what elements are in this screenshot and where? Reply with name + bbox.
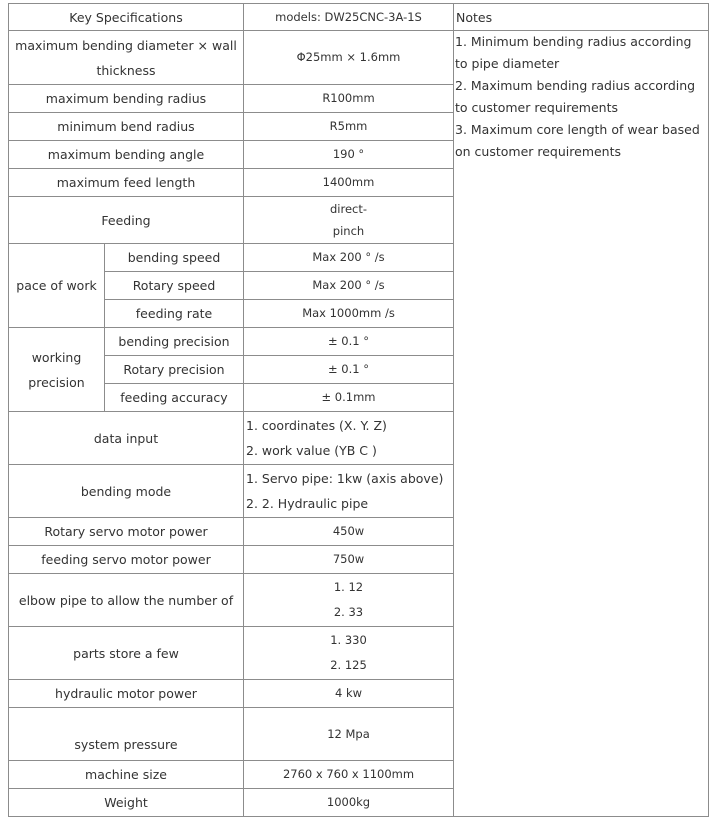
row-value: 190 °: [244, 141, 454, 169]
row-label: Rotary servo motor power: [9, 518, 244, 546]
row-label: maximum bending diameter × wall thickness: [9, 31, 244, 85]
row-label: Feeding: [9, 197, 244, 244]
row-value: 1. coordinates (X. Y. Z) 2. work value (YB C ): [244, 412, 454, 465]
header-model: models: DW25CNC-3A-1S: [244, 4, 454, 31]
header-notes: Notes: [454, 4, 709, 31]
row-label: bending speed: [105, 244, 244, 272]
row-value: 2760 x 760 x 1100mm: [244, 761, 454, 789]
note-item: 3. Maximum core length of wear based on customer requirements: [455, 122, 700, 159]
row-value: direct- pinch: [244, 197, 454, 244]
row-value: ± 0.1 °: [244, 328, 454, 356]
row-label: Rotary precision: [105, 356, 244, 384]
group-label-precision: working precision: [9, 328, 105, 412]
row-label: Weight: [9, 789, 244, 817]
row-label: feeding accuracy: [105, 384, 244, 412]
row-value: 450w: [244, 518, 454, 546]
row-value: 1. Servo pipe: 1kw (axis above) 2. 2. Hydraulic pipe: [244, 465, 454, 518]
header-row: [9, 4, 709, 31]
row-label: bending precision: [105, 328, 244, 356]
table-row: [9, 31, 709, 85]
row-label: machine size: [9, 761, 244, 789]
row-value: Φ25mm × 1.6mm: [244, 31, 454, 85]
row-value: Max 200 ° /s: [244, 244, 454, 272]
row-value: Max 1000mm /s: [244, 300, 454, 328]
row-value: 1. 330 2. 125: [244, 627, 454, 680]
group-label-pace: pace of work: [9, 244, 105, 328]
row-label: parts store a few: [9, 627, 244, 680]
row-value: R5mm: [244, 113, 454, 141]
row-label: hydraulic motor power: [9, 680, 244, 708]
row-value: 12 Mpa: [244, 708, 454, 761]
row-label: system pressure: [9, 708, 244, 761]
note-item: 2. Maximum bending radius according to customer requirements: [455, 78, 696, 115]
header-spec: Key Specifications: [9, 4, 244, 31]
row-value: ± 0.1 °: [244, 356, 454, 384]
row-value: 1400mm: [244, 169, 454, 197]
row-value: Max 200 ° /s: [244, 272, 454, 300]
row-label: feeding servo motor power: [9, 546, 244, 574]
row-value: 1000kg: [244, 789, 454, 817]
spec-table: [8, 3, 709, 817]
row-label: maximum bending angle: [9, 141, 244, 169]
row-label: elbow pipe to allow the number of: [9, 574, 244, 627]
row-value: R100mm: [244, 85, 454, 113]
row-value: 750w: [244, 546, 454, 574]
note-item: 1. Minimum bending radius according to pipe diameter: [455, 34, 692, 71]
notes-cell: [454, 31, 709, 817]
row-label: Rotary speed: [105, 272, 244, 300]
row-label: data input: [9, 412, 244, 465]
row-label: maximum bending radius: [9, 85, 244, 113]
row-value: 4 kw: [244, 680, 454, 708]
row-label: maximum feed length: [9, 169, 244, 197]
row-label: bending mode: [9, 465, 244, 518]
row-label: minimum bend radius: [9, 113, 244, 141]
row-value: 1. 12 2. 33: [244, 574, 454, 627]
row-value: ± 0.1mm: [244, 384, 454, 412]
row-label: feeding rate: [105, 300, 244, 328]
